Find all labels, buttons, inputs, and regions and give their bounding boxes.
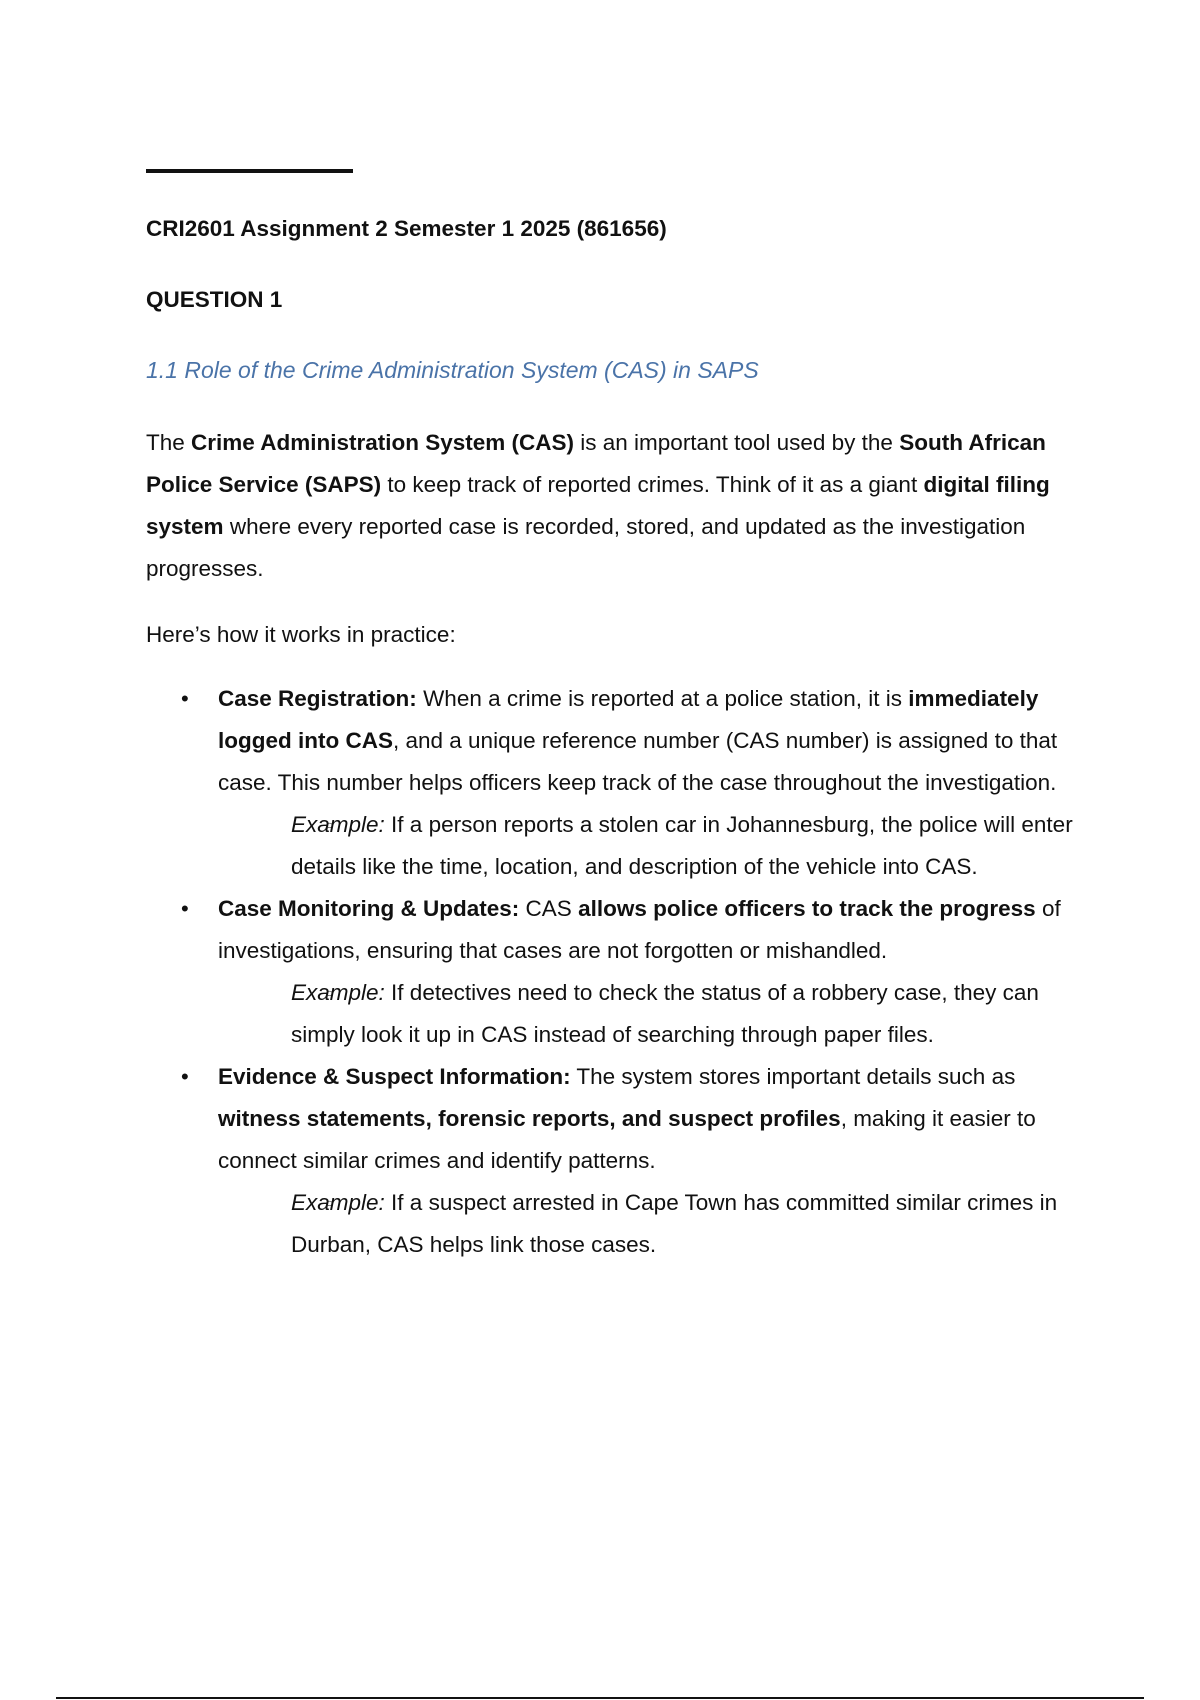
bullet-text: CAS — [519, 896, 579, 921]
intro-bold-saps: South African Police Service (SAPS) — [146, 430, 1046, 497]
intro-text-3: to keep track of reported crimes. Think of it as a giant — [381, 472, 924, 497]
list-item-case-monitoring — [146, 888, 1086, 1056]
sub-list — [218, 1182, 1086, 1266]
intro-text-1: The — [146, 430, 192, 455]
example-label: Example: — [291, 980, 385, 1005]
example-label: Example: — [291, 812, 385, 837]
intro-text-4: where every reported case is recorded, stored, and updated as the investigation progresses. — [146, 514, 1026, 581]
list-item-evidence-suspect — [146, 1056, 1086, 1266]
bullet-text: When a crime is reported at a police station, it is — [416, 686, 909, 711]
top-divider-line — [146, 169, 353, 173]
bullet-text: of investigations, ensuring that cases are not forgotten or mishandled. — [218, 896, 1061, 963]
question-heading: QUESTION 1 — [146, 287, 283, 312]
intro-text-2: is an important tool used by the — [574, 430, 900, 455]
bullet-label: Case Monitoring & Updates: — [218, 896, 520, 921]
bullet-bold-text: allows police officers to track the progress — [578, 896, 1036, 921]
document-title: CRI2601 Assignment 2 Semester 1 2025 (861656) — [146, 216, 667, 241]
list-item-case-registration — [146, 678, 1086, 888]
bullet-bold-text: witness statements, forensic reports, and suspect profiles — [218, 1106, 841, 1131]
intro-bold-filing: digital filing system — [146, 472, 1050, 539]
feature-list — [146, 678, 1086, 1266]
section-heading: 1.1 Role of the Crime Administration System (CAS) in SAPS — [146, 357, 759, 383]
bullet-text: , making it easier to connect similar crimes and identify patterns. — [218, 1106, 1036, 1173]
intro-paragraph — [146, 422, 1086, 590]
practice-intro: Here’s how it works in practice: — [146, 622, 456, 647]
intro-bold-cas: Crime Administration System (CAS) — [191, 430, 575, 455]
bullet-text: The system stores important details such as — [570, 1064, 1016, 1089]
bottom-divider-line — [56, 1697, 1144, 1699]
example-text: If detectives need to check the status of a robbery case, they can simply look it up in CAS instead of searching through paper files. — [291, 980, 1039, 1047]
bullet-bold-text: immediately logged into CAS — [218, 686, 1039, 753]
document-body — [146, 212, 1086, 1266]
bullet-text: , and a unique reference number (CAS number) is assigned to that case. This number helps officers keep track of the case throughout the investigation. — [218, 728, 1058, 795]
sub-list-item-example — [218, 972, 1086, 1056]
bullet-label: Case Registration: — [218, 686, 417, 711]
example-text: If a suspect arrested in Cape Town has committed similar crimes in Durban, CAS helps link those cases. — [291, 1190, 1058, 1257]
example-label: Example: — [291, 1190, 385, 1215]
sub-list — [218, 804, 1086, 888]
bullet-label: Evidence & Suspect Information: — [218, 1064, 571, 1089]
sub-list-item-example — [218, 1182, 1086, 1266]
sub-list — [218, 972, 1086, 1056]
example-text: If a person reports a stolen car in Johannesburg, the police will enter details like the time, location, and description of the vehicle into CAS. — [291, 812, 1073, 879]
sub-list-item-example — [218, 804, 1086, 888]
